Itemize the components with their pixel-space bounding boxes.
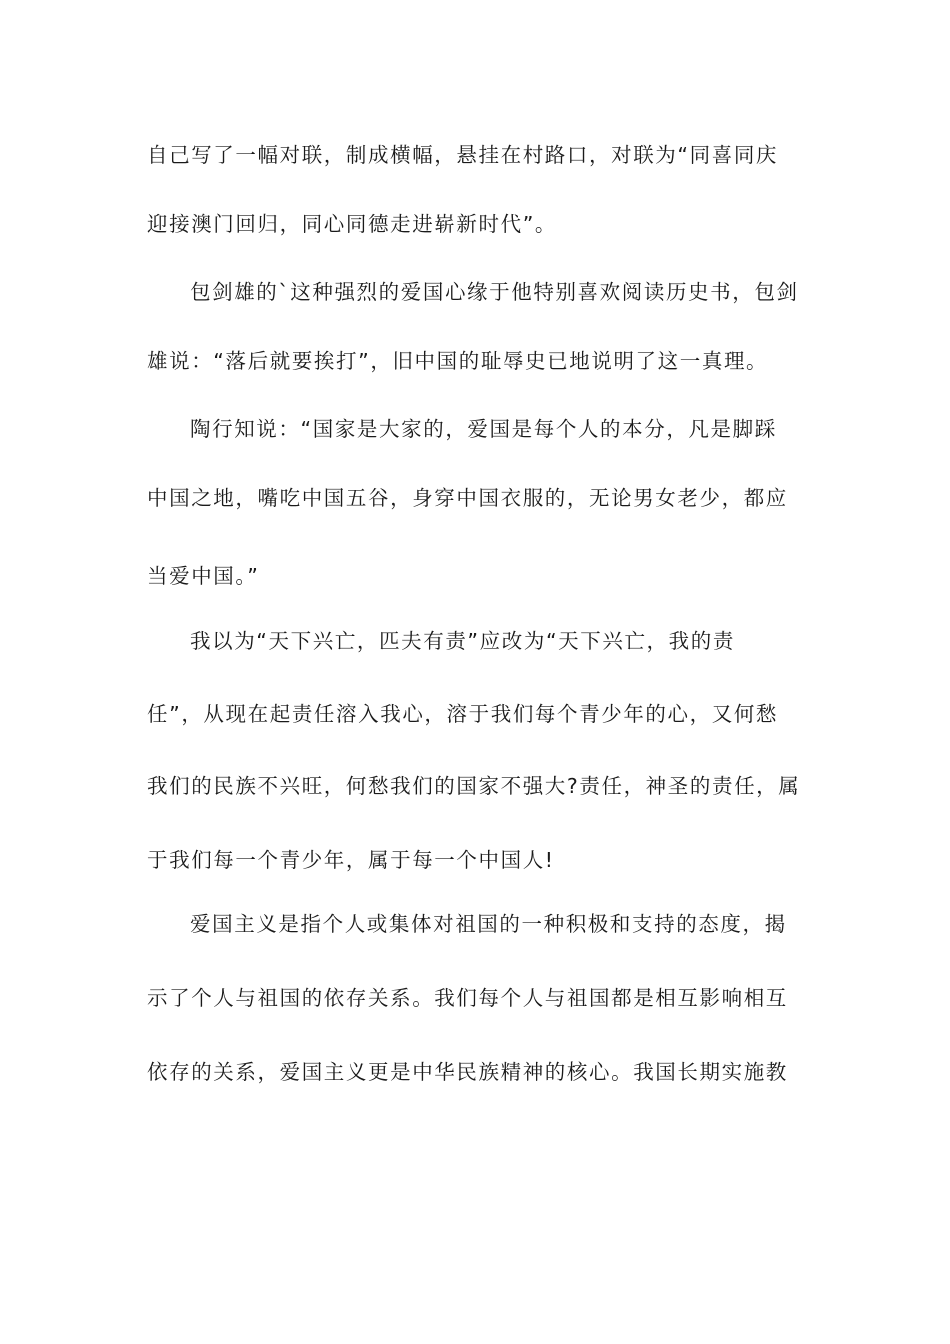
text-line: 我们的民族不兴旺，何愁我们的国家不强大?责任，神圣的责任，属 (147, 774, 801, 798)
text-line: 任”，从现在起责任溶入我心，溶于我们每个青少年的心，又何愁 (147, 702, 779, 726)
text-line: 于我们每一个青少年，属于每一个中国人! (147, 848, 555, 872)
text-line: 中国之地，嘴吃中国五谷，身穿中国衣服的，无论男女老少，都应 (147, 486, 788, 510)
text-line: 雄说：“落后就要挨打”，旧中国的耻辱史已地说明了这一真理。 (147, 349, 769, 373)
text-line: 当爱中国。” (147, 564, 260, 588)
text-line: 依存的关系，爱国主义更是中华民族精神的核心。我国长期实施教 (147, 1060, 788, 1084)
text-line: 迎接澳门回归，同心同德走进崭新时代”。 (147, 212, 558, 236)
paragraph-first-line: 爱国主义是指个人或集体对祖国的一种积极和支持的态度，揭 (190, 912, 787, 936)
text-line: 示了个人与祖国的依存关系。我们每个人与祖国都是相互影响相互 (147, 986, 788, 1010)
paragraph-first-line: 我以为“天下兴亡，匹夫有责”应改为“天下兴亡，我的责 (190, 629, 735, 653)
paragraph-first-line: 包剑雄的`这种强烈的爱国心缘于他特别喜欢阅读历史书，包剑 (190, 280, 799, 304)
paragraph-first-line: 陶行知说：“国家是大家的，爱国是每个人的本分，凡是脚踩 (190, 417, 777, 441)
text-line: 自己写了一幅对联，制成横幅，悬挂在村路口，对联为“同喜同庆 (147, 143, 779, 167)
